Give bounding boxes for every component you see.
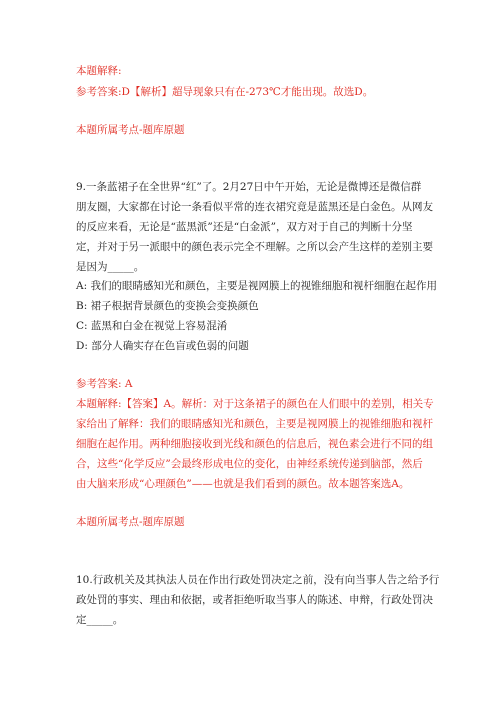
q9-option-c: C: 蓝黑和白金在视觉上容易混淆 [76, 320, 228, 332]
q9-explanation-line: 细胞在起作用。两种细胞接收到光线和颜色的信息后，视色素会进行不同的组 [76, 438, 433, 450]
q9-text-line: 是因为_____。 [76, 261, 145, 273]
q9-text-line: 9.一条蓝裙子在全世界“红”了。2月27日中午开始，无论是微博还是微信群 [76, 181, 422, 193]
q9-source-line: 本题所属考点-题库原题 [76, 516, 185, 528]
q9-explanation-line: 家给出了解释：我们的眼睛感知光和颜色，主要是视网膜上的视锥细胞和视杆 [76, 418, 433, 430]
q9-explanation-line: 合，这些“化学反应”会最终形成电位的变化，由神经系统传递到脑部，然后 [76, 458, 423, 470]
prev-answer-line: 参考答案:D【解析】超导现象只有在-273℃才能出现。故选D。 [76, 86, 374, 98]
q10-text-line: 政处罚的事实、理由和依据，或者拒绝听取当事人的陈述、申辩，行政处罚决 [76, 594, 433, 606]
q9-option-d: D: 部分人确实存在色盲或色弱的问题 [76, 340, 249, 352]
q9-text-line: 朋友圈，大家都在讨论一条看似平常的连衣裙究竟是蓝黑还是白金色。从网友 [76, 201, 433, 213]
q9-option-a: A: 我们的眼睛感知光和颜色，主要是视网膜上的视锥细胞和视杆细胞在起作用 [76, 280, 437, 292]
q9-explanation-line: 本题解释:【答案】A。解析：对于这条裙子的颜色在人们眼中的差别，相关专 [76, 398, 434, 410]
q10-text-line: 10.行政机关及其执法人员在作出行政处罚决定之前，没有向当事人告之给予行 [76, 574, 440, 586]
q9-text-line: 定，并对于另一派眼中的颜色表示完全不理解。之所以会产生这样的差别主要 [76, 241, 433, 253]
q9-explanation-line: 由大脑来形成“心理颜色”——也就是我们看到的颜色。故本题答案选A。 [76, 478, 410, 490]
q9-option-b: B: 裙子根据背景颜色的变换会变换颜色 [76, 300, 259, 312]
q9-answer: 参考答案: A [76, 378, 133, 390]
prev-explanation-label: 本题解释: [76, 65, 122, 77]
q10-text-line: 定_____。 [76, 614, 124, 626]
q9-text-line: 的反应来看，无论是“蓝黑派”还是“白金派”，双方对于自己的判断十分坚 [76, 221, 413, 233]
prev-source-line: 本题所属考点-题库原题 [76, 124, 185, 136]
